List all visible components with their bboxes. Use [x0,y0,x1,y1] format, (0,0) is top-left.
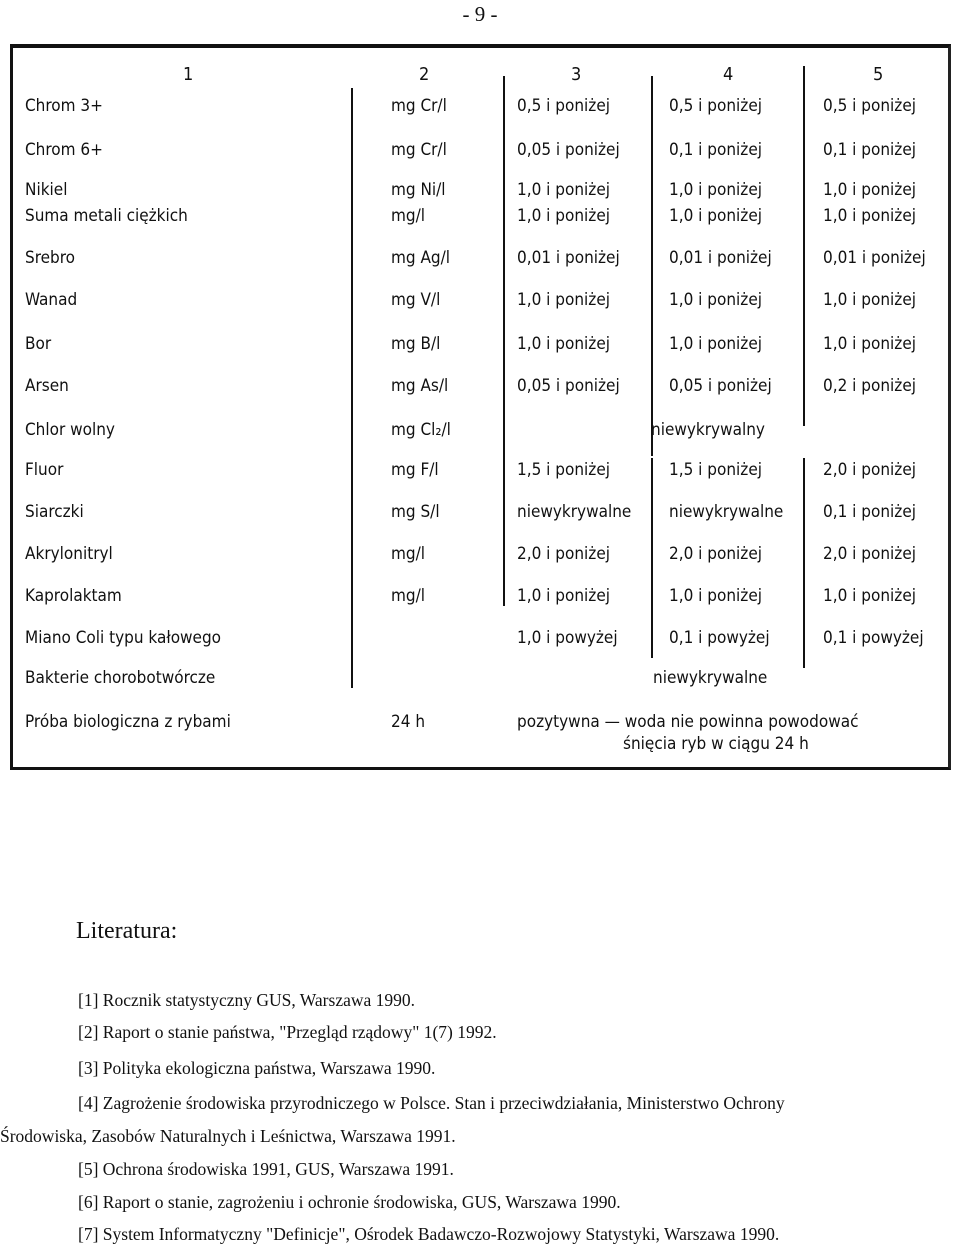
reference-item: [1] Rocznik statystyczny GUS, Warszawa 1990. [78,990,416,1010]
limit-cell-col5: 0,1 i poniżej [823,140,916,160]
limit-cell-col5: 1,0 i poniżej [823,334,916,354]
unit-cell: mg Cl₂/l [391,420,451,440]
unit-cell: mg B/l [391,334,441,354]
limit-cell-col3: 1,0 i powyżej [517,628,618,648]
unit-cell: mg Ag/l [391,248,451,268]
substance-name: Próba biologiczna z rybami [25,712,231,732]
substance-name: Bakterie chorobotwórcze [25,668,216,688]
reference-item: [7] System Informatyczny "Definicje", Ośrodek Badawczo-Rozwojowy Statystyki, Warszawa 1990. [78,1224,780,1244]
substance-name: Chrom 6+ [25,140,103,160]
unit-cell: mg Ni/l [391,180,446,200]
limit-cell-col3: 1,0 i poniżej [517,586,610,606]
limit-cell-col5: 0,1 i poniżej [823,502,916,522]
unit-cell: mg/l [391,206,426,226]
table-row [13,180,948,208]
limit-cell-col3: 0,05 i poniżej [517,376,620,396]
table-row [13,290,948,318]
table-row [13,460,948,488]
limit-cell-col5: 1,0 i poniżej [823,180,916,200]
table-row [13,544,948,572]
limit-cell-col3: 0,01 i poniżej [517,248,620,268]
merged-value-cell-line2: śnięcia ryb w ciągu 24 h [623,734,809,754]
limit-cell-col4: niewykrywalne [669,502,784,522]
unit-cell: mg V/l [391,290,441,310]
limit-cell-col4: 1,5 i poniżej [669,460,762,480]
table-row [13,140,948,168]
limit-cell-col4: 1,0 i poniżej [669,334,762,354]
substance-name: Akrylonitryl [25,544,113,564]
reference-item: [5] Ochrona środowiska 1991, GUS, Warszawa 1991. [78,1159,454,1179]
limit-cell-col4: 1,0 i poniżej [669,290,762,310]
substance-name: Suma metali ciężkich [25,206,188,226]
table-row [13,376,948,404]
substance-name: Miano Coli typu kałowego [25,628,222,648]
limit-cell-col4: 1,0 i poniżej [669,180,762,200]
substance-name: Arsen [25,376,69,396]
limit-cell-col3: 1,0 i poniżej [517,334,610,354]
table-row [13,628,948,656]
column-header-4: 4 [723,64,734,85]
substance-name: Srebro [25,248,76,268]
table-row [13,712,948,754]
limit-cell-col3: 2,0 i poniżej [517,544,610,564]
substance-name: Wanad [25,290,78,310]
substance-name: Kaprolaktam [25,586,122,606]
limit-cell-col5: 2,0 i poniżej [823,460,916,480]
column-header-2: 2 [419,64,430,85]
limit-cell-col4: 0,5 i poniżej [669,96,762,116]
unit-cell: mg Cr/l [391,140,447,160]
table-row [13,502,948,530]
unit-cell: mg/l [391,586,426,606]
substance-name: Chlor wolny [25,420,115,440]
substance-name: Siarczki [25,502,84,522]
limit-cell-col3: 1,5 i poniżej [517,460,610,480]
table-row [13,96,948,124]
column-header-3: 3 [571,64,582,85]
limit-cell-col4: 0,1 i poniżej [669,140,762,160]
limit-cell-col3: 0,5 i poniżej [517,96,610,116]
substance-name: Chrom 3+ [25,96,103,116]
limit-cell-col4: 0,05 i poniżej [669,376,772,396]
limit-cell-col3: niewykrywalne [517,502,632,522]
column-header-5: 5 [873,64,884,85]
limit-cell-col5: 0,5 i poniżej [823,96,916,116]
limit-cell-col4: 0,01 i poniżej [669,248,772,268]
column-header-1: 1 [183,64,194,85]
table-row [13,248,948,276]
limit-cell-col3: 1,0 i poniżej [517,180,610,200]
unit-cell: 24 h [391,712,426,732]
reference-item: [3] Polityka ekologiczna państwa, Warszawa 1990. [78,1058,436,1078]
limit-cell-col3: 0,05 i poniżej [517,140,620,160]
limit-cell-col5: 0,2 i poniżej [823,376,916,396]
limit-cell-col5: 0,01 i poniżej [823,248,926,268]
table-row [13,206,948,234]
limit-cell-col4: 2,0 i poniżej [669,544,762,564]
table-row [13,668,948,696]
merged-value-cell: niewykrywalny [651,420,765,440]
unit-cell: mg S/l [391,502,440,522]
reference-item: [6] Raport o stanie, zagrożeniu i ochronie środowiska, GUS, Warszawa 1990. [78,1192,621,1212]
limit-cell-col3: 1,0 i poniżej [517,290,610,310]
limit-cell-col5: 2,0 i poniżej [823,544,916,564]
limit-cell-col5: 1,0 i poniżej [823,206,916,226]
substance-name: Nikiel [25,180,68,200]
limit-cell-col5: 1,0 i poniżej [823,290,916,310]
limit-cell-col5: 0,1 i powyżej [823,628,924,648]
page-number: - 9 - [462,2,498,26]
unit-cell: mg/l [391,544,426,564]
merged-value-cell: pozytywna — woda nie powinna powodować [517,712,859,732]
substance-name: Fluor [25,460,64,480]
table-row [13,334,948,362]
reference-item: [4] Zagrożenie środowiska przyrodniczego w Polsce. Stan i przeciwdziałania, Ministerstwo Ochrony [78,1093,785,1113]
limit-cell-col5: 1,0 i poniżej [823,586,916,606]
table-row [13,586,948,614]
reference-item: Środowiska, Zasobów Naturalnych i Leśnictwa, Warszawa 1991. [0,1126,456,1146]
limit-cell-col3: 1,0 i poniżej [517,206,610,226]
merged-value-cell: niewykrywalne [653,668,768,688]
limit-cell-col4: 1,0 i poniżej [669,206,762,226]
unit-cell: mg Cr/l [391,96,447,116]
unit-cell: mg As/l [391,376,449,396]
table-row [13,420,948,448]
literature-heading: Literatura: [76,918,178,944]
substance-name: Bor [25,334,52,354]
limit-cell-col4: 1,0 i poniżej [669,586,762,606]
scanned-table [10,44,951,770]
unit-cell: mg F/l [391,460,439,480]
reference-item: [2] Raport o stanie państwa, "Przegląd rządowy" 1(7) 1992. [78,1022,497,1042]
limit-cell-col4: 0,1 i powyżej [669,628,770,648]
